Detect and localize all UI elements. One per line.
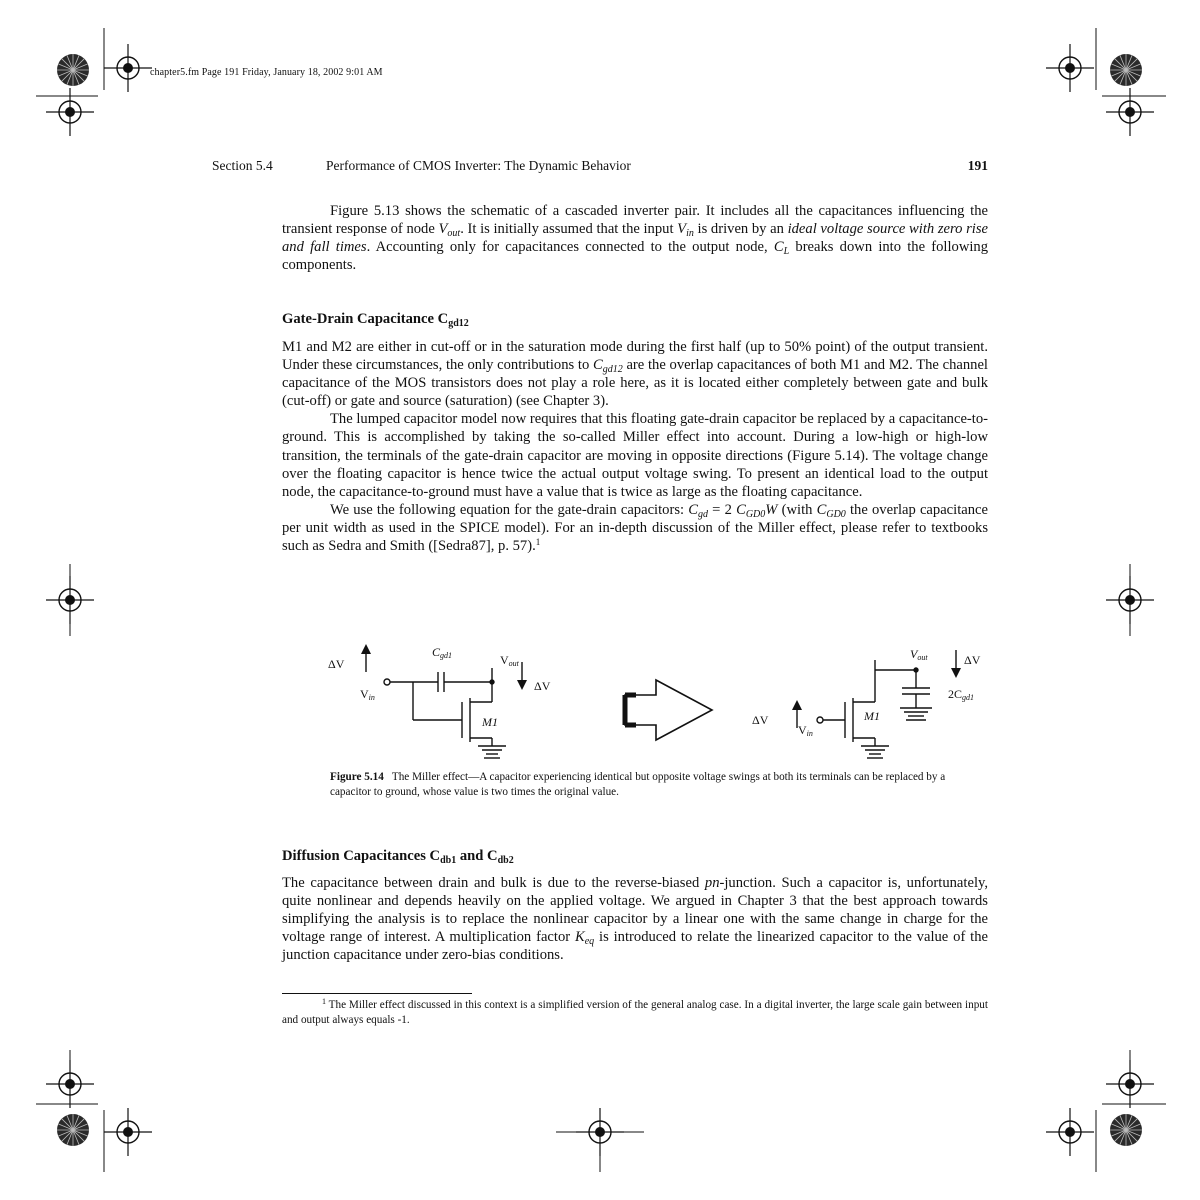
input-terminal-right <box>817 717 823 723</box>
label-cgd1: Cgd1 <box>432 645 453 660</box>
registration-mark <box>104 1108 152 1156</box>
footnote: $^1$ The Miller effect discussed in this context is a simplified version of the general analog case. In a digital inverter, the large scale gain between input and output always equals -1. <box>282 997 988 1026</box>
footnote-number: 1 <box>322 997 326 1006</box>
registration-mark <box>1046 1108 1094 1156</box>
registration-mark <box>1106 88 1154 136</box>
caption-text: The Miller effect—A capacitor experiencing identical but opposite voltage swings at both its terminals can be replaced by a capacitor to ground, whose value is two times the original value. <box>330 771 946 798</box>
registration-mark <box>46 1060 94 1108</box>
figure-caption <box>330 770 988 800</box>
footnote-reference: 1 <box>535 537 541 548</box>
label-delta-v-in-right: ΔV <box>752 713 769 727</box>
paragraph-diffusion: The capacitance between drain and bulk is due to the reverse-biased pn-junction. Such a capacitor is, unfortunately, quite nonlinear and depends heavily on the applied voltage. We argued in Chapter 3 that the best approach towards simplifying the analysis is to replace the nonlinear capacitor by a linear one with the same change in charge for the voltage range of interest. A multiplication factor $K_{eq}$ is introduced to relate the linearized capacitor to the value of the junction capacitance under zero-bias conditions. <box>282 875 988 964</box>
registration-mark <box>1106 1060 1154 1108</box>
section-title: Performance of CMOS Inverter: The Dynamic Behavior <box>326 158 631 173</box>
star-mark-bottom-right <box>1110 1114 1142 1146</box>
registration-mark <box>1046 44 1094 92</box>
conversion-arrow <box>625 680 712 740</box>
paragraph-equation: We use the following equation for the gate-drain capacitors: $C_{gd} = 2$ $C_{GD0}W$ (with $C_{GD0}$ the overlap capacitance per unit width as used in the SPICE model). For an in-depth discussion of the Miller effect, please refer to textbooks such as Sedra and Smith ([Sedra87], p. 57).$^1$ <box>282 501 989 555</box>
label-2cgd1: 2Cgd1 <box>948 687 975 702</box>
label-vin-right: Vin <box>798 723 813 738</box>
figure-miller-effect <box>320 640 1000 766</box>
label-m1: M1 <box>482 715 498 729</box>
caption-label: Figure 5.14 <box>330 771 384 783</box>
label-m1-right: M1 <box>864 709 880 723</box>
label-delta-v-in: ΔV <box>328 657 345 671</box>
slug-line: chapter5.fm Page 191 Friday, January 18, 2002 9:01 AM <box>150 67 383 78</box>
label-delta-v-out: ΔV <box>534 679 551 693</box>
page-number: 191 <box>967 158 988 173</box>
registration-mark <box>46 88 94 136</box>
label-delta-v-out-right: ΔV <box>964 653 981 667</box>
section-number: Section 5.4 <box>212 158 273 173</box>
registration-mark <box>104 44 152 92</box>
paragraph-intro: Figure 5.13 shows the schematic of a cascaded inverter pair. It includes all the capacitances influencing the transient response of node $V_{out}$. It is initially assumed that the input $V_{in}$ is driven by an ideal voltage source with zero rise and fall times. Accounting only for capacitances connected to the output node, $C_L$ breaks down into the following components. <box>282 203 989 274</box>
label-vout: Vout <box>500 653 519 668</box>
heading-gate-drain-capacitance: Gate-Drain Capacitance $C_{gd12}$ <box>282 311 469 329</box>
paragraph-overlap: M1 and M2 are either in cut-off or in the saturation mode during the first half (up to 50% point) of the output transient. Under these circumstances, the only contributions to $C_{gd12}$ are the overlap capacitances of both M1 and M2. The channel capacitance of the MOS transistors does not play a role here, as it is located either completely between gate and bulk (cut-off) or gate and source (saturation) (see Chapter 3). <box>282 339 988 410</box>
label-vin: Vin <box>360 687 375 702</box>
input-terminal <box>384 679 390 685</box>
star-mark-top-right <box>1110 54 1142 86</box>
label-vout-right: Vout <box>910 647 928 662</box>
section-body <box>282 338 988 555</box>
heading-diffusion-capacitances: Diffusion Capacitances $C_{db1}$ and $C_{db2}$ <box>282 848 514 866</box>
footnote-divider <box>282 993 472 994</box>
paragraph-miller: The lumped capacitor model now requires that this floating gate-drain capacitor be replaced by a capacitance-to-ground. This is accomplished by taking the so-called Miller effect into account. During a low-high or high-low transition, the terminals of the gate-drain capacitor are moving in opposite directions (Figure 5.14). The voltage change over the floating capacitor is hence twice the actual output voltage swing. To present an identical load to the output node, the capacitance-to-ground must have a value that is twice as large as the floating capacitance. <box>282 411 988 500</box>
star-mark-bottom-left <box>57 1114 89 1146</box>
star-mark-top-left <box>57 54 89 86</box>
